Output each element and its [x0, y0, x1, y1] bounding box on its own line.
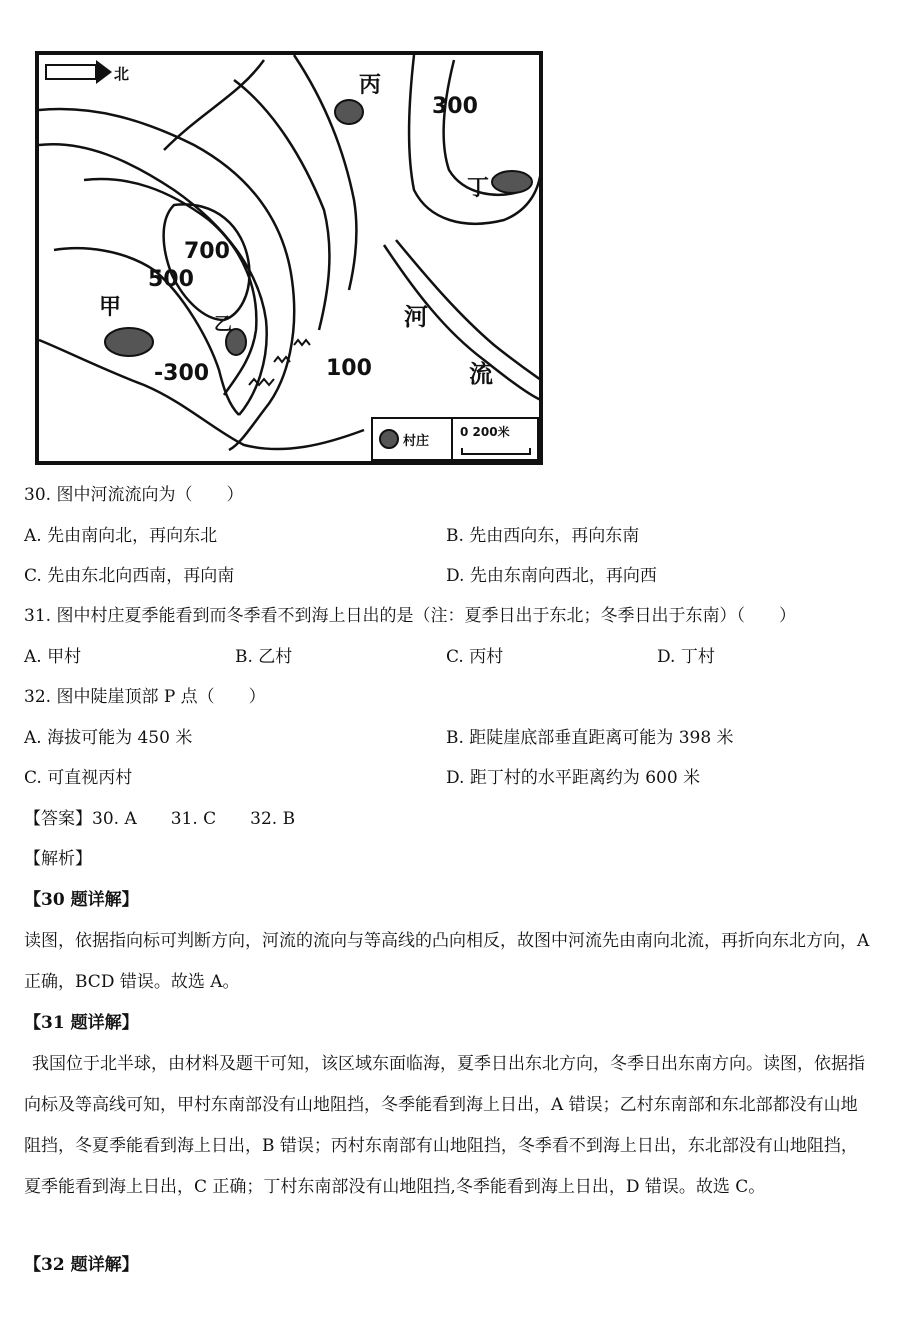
q32-option-d: D. 距丁村的水平距离约为 600 米 [446, 768, 701, 788]
contour-label-500: 500 [148, 267, 194, 292]
q31-option-c: C. 丙村 [446, 647, 504, 667]
map-legend [372, 418, 538, 460]
q31-option-a: A. 甲村 [24, 647, 82, 667]
river-label-he: 河 [404, 303, 428, 331]
contour-label-100: 100 [326, 356, 372, 381]
analysis-label: 【解析】 [24, 849, 92, 869]
village-ding-icon [492, 171, 532, 193]
village-bing-label: 丙 [359, 73, 382, 98]
river-label-liu: 流 [469, 360, 493, 388]
q32-stem: 32. 图中陡崖顶部 P 点（ ） [24, 687, 266, 707]
compass-label: 北 [114, 65, 130, 83]
q31-stem: 31. 图中村庄夏季能看到而冬季看不到海上日出的是（注：夏季日出于东北；冬季日出于东南）（ ） [24, 606, 796, 626]
village-yi-label: 乙 [214, 314, 232, 335]
detail-30-text: 读图，依据指向标可判断方向，河流的流向与等高线的凸向相反，故图中河流先由南向北流，再折向东北方向，A 正确，BCD 错误。故选 A。 [24, 931, 870, 992]
contour-label-700: 700 [184, 239, 230, 264]
detail-30-heading: 【30 题详解】 [24, 890, 139, 910]
q32-option-b: B. 距陡崖底部垂直距离可能为 398 米 [446, 728, 734, 748]
village-jia-label: 甲 [99, 295, 122, 320]
village-ding-label: 丁 [467, 176, 490, 201]
legend-village-icon [380, 430, 398, 448]
q31-option-d: D. 丁村 [657, 647, 715, 667]
q30-option-b: B. 先由西向东，再向东南 [446, 526, 640, 546]
q30-option-a: A. 先由南向北，再向东北 [24, 526, 218, 546]
q32-option-c: C. 可直视丙村 [24, 768, 133, 788]
q30-option-c: C. 先由东北向西南，再向南 [24, 566, 235, 586]
contour-label-minus-300: -300 [154, 361, 210, 386]
q30-option-d: D. 先由东南向西北，再向西 [446, 566, 657, 586]
detail-32-heading: 【32 题详解】 [24, 1255, 139, 1275]
contour-label-300: 300 [432, 94, 478, 119]
q31-option-b: B. 乙村 [235, 647, 293, 667]
legend-village-label: 村庄 [403, 434, 430, 449]
q30-stem: 30. 图中河流流向为（ ） [24, 485, 244, 505]
detail-31-heading: 【31 题详解】 [24, 1013, 139, 1033]
village-jia-icon [105, 328, 153, 356]
village-bing-icon [335, 100, 363, 124]
q32-option-a: A. 海拔可能为 450 米 [24, 728, 193, 748]
contour-map-svg [34, 50, 546, 468]
detail-31-text: 我国位于北半球，由材料及题干可知，该区域东面临海，夏季日出东北方向，冬季日出东南方向。读图，依据指向标及等高线可知，甲村东南部没有山地阻挡，冬季能看到海上日出，A 错误；乙村东南部和东北部都没有山地阻挡，冬夏季能看到海上日出，B 错误；丙村东南部有山地阻挡，冬季看不到海上日出，东北部没有山地阻挡，夏季能看到海上日出，C 正确；丁村东南部没有山地阻挡,冬季能看到海上日出，D 错误。故选 C。 [24, 1054, 865, 1197]
topographic-map [34, 50, 546, 468]
answer-line: 【答案】30. A 31. C 32. B [24, 809, 296, 829]
legend-scale-label: 0 200米 [460, 425, 510, 439]
